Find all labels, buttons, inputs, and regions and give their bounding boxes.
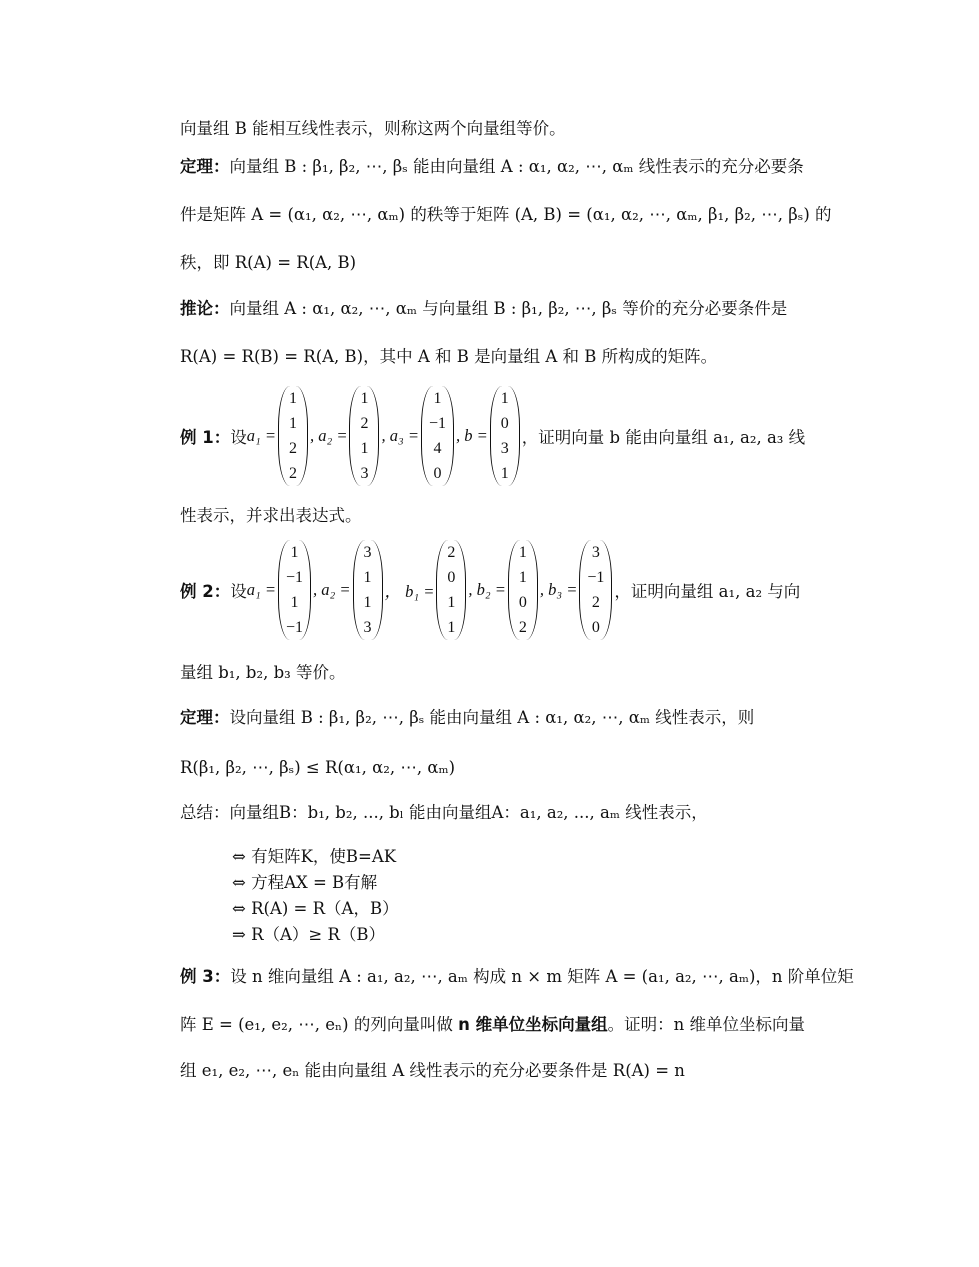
matrix-entry: 1 [500,464,509,482]
corollary-head: 推论： [180,299,230,318]
matrix-entry: 0 [591,618,600,636]
matrix-entry: 1 [500,389,509,407]
matrix-entry: 3 [363,543,372,561]
matrix-entry: 2 [288,464,297,482]
matrix-entry: −1 [285,618,304,636]
example-2-post: ，证明向量组 a₁, a₂ 与向 [614,582,801,601]
vector-b2 [508,540,538,640]
corollary [180,297,787,321]
example-3 [180,965,854,989]
matrix-entry: −1 [428,414,447,432]
example-2-label-4: , b₂ = [468,580,506,599]
matrix-entry: 0 [518,593,527,611]
equivalence-chain [232,844,399,948]
matrix-entry: 3 [363,618,372,636]
example-2-head: 例 2： [180,582,231,601]
matrix-entry: 1 [290,543,299,561]
theorem-2 [180,706,754,730]
vector-a3 [421,386,454,486]
example-1 [180,384,805,488]
chain-line: ⇒ R（A）≥ R（B） [232,925,386,944]
theorem-2-body: 设向量组 B : β₁, β₂, ⋯, βₛ 能由向量组 A : α₁, α₂, ⋯, αₘ 线性表示，则 [229,708,755,727]
matrix-entry: 1 [363,593,372,611]
matrix-entry: 2 [360,414,369,432]
example-2-label-2: , a₂ = [313,580,351,599]
theorem-1-line-3: 秩，即 R(A) = R(A, B) [180,253,357,272]
matrix-entry: 2 [447,543,456,561]
theorem-2-line-2: R(β₁, β₂, ⋯, βₛ) ≤ R(α₁, α₂, ⋯, αₘ) [180,758,456,777]
matrix-entry: −1 [587,568,605,586]
matrix-entry: 2 [288,439,297,457]
text-line-1: 向量组 B 能相互线性表示，则称这两个向量组等价。 [180,119,566,138]
matrix-entry: 1 [518,543,527,561]
matrix-entry: 1 [447,593,456,611]
example-2-label-5: , b₃ = [539,580,578,599]
matrix-entry: 2 [591,593,600,611]
example-2-label-3: ， b₁ = [384,582,435,601]
matrix-entry: 1 [447,618,456,636]
matrix-entry: 3 [591,543,600,561]
matrix-entry: 1 [290,593,299,611]
summary: 总结：向量组B：b₁, b₂, ..., bₗ 能由向量组A：a₁, a₂, ..., aₘ 线性表示， [180,803,708,822]
matrix-entry: 2 [518,618,527,636]
matrix-entry: 0 [447,568,456,586]
chain-line: ⇔ 有矩阵K，使B=AK [232,847,397,866]
example-1-label-4: , b = [456,426,488,445]
example-1-post: ，证明向量 b 能由向量组 a₁, a₂, a₃ 线 [521,428,806,447]
matrix-entry: 3 [360,464,369,482]
theorem-1 [180,155,804,179]
chain-line: ⇔ R(A) = R（A，B） [232,899,399,918]
example-1-tail: 性表示，并求出表达式。 [180,506,362,525]
vector-a2 [353,540,383,640]
matrix-entry: 1 [433,389,442,407]
example-1-label-3: , a₃ = [381,426,419,445]
example-2-label-1: a₁ = [246,580,276,599]
corollary-line-2: R(A) = R(B) = R(A, B)，其中 A 和 B 是向量组 A 和 B 所构成的矩阵。 [180,347,718,366]
example-3-text: 阵 E = (e₁, e₂, ⋯, eₙ) 的列向量叫做 [180,1015,459,1034]
matrix-entry: −1 [285,568,304,586]
matrix-entry: 1 [363,568,372,586]
example-2 [180,538,800,642]
example-3-head: 例 3： [180,967,231,986]
matrix-entry: 3 [500,439,509,457]
matrix-entry: 0 [433,464,442,482]
example-2-pre: 设 [230,582,247,601]
matrix-entry: 0 [500,414,509,432]
matrix-entry: 1 [360,439,369,457]
vector-b [490,386,520,486]
theorem-1-body: 向量组 B : β₁, β₂, ⋯, βₛ 能由向量组 A : α₁, α₂, ⋯, αₘ 线性表示的充分必要条 [229,157,804,176]
example-1-label-2: , a₂ = [309,426,348,445]
theorem-1-head: 定理： [180,157,230,176]
vector-a2 [349,386,379,486]
theorem-2-head: 定理： [180,708,230,727]
matrix-entry: 1 [288,414,297,432]
example-1-label-1: a₁ = [246,426,276,445]
example-3-text: 。证明：n 维单位坐标向量 [607,1015,805,1034]
theorem-1-line-2: 件是矩阵 A = (α₁, α₂, ⋯, αₘ) 的秩等于矩阵 (A, B) = (α₁, α₂, ⋯, αₘ, β₁, β₂, ⋯, βₛ) 的 [180,205,832,224]
matrix-entry: 1 [360,389,369,407]
chain-line: ⇔ 方程AX = B有解 [232,873,378,892]
example-3-body: 设 n 维向量组 A : a₁, a₂, ⋯, aₘ 构成 n × m 矩阵 A = (a₁, a₂, ⋯, aₘ)，n 阶单位矩 [230,967,854,986]
matrix-entry: 4 [433,439,442,457]
vector-b3 [579,540,612,640]
vector-a1 [278,540,311,640]
example-3-term: n 维单位坐标向量组 [458,1015,608,1034]
example-1-pre: 设 [230,428,247,447]
example-2-tail: 量组 b₁, b₂, b₃ 等价。 [180,663,346,682]
example-3-line-3: 组 e₁, e₂, ⋯, eₙ 能由向量组 A 线性表示的充分必要条件是 R(A) = n [180,1061,685,1080]
example-1-head: 例 1： [180,428,231,447]
corollary-body: 向量组 A : α₁, α₂, ⋯, αₘ 与向量组 B : β₁, β₂, ⋯, βₛ 等价的充分必要条件是 [229,299,788,318]
example-3-line-2 [180,1013,805,1037]
matrix-entry: 1 [518,568,527,586]
matrix-entry: 1 [288,389,297,407]
vector-a1 [278,386,308,486]
vector-b1 [436,540,466,640]
